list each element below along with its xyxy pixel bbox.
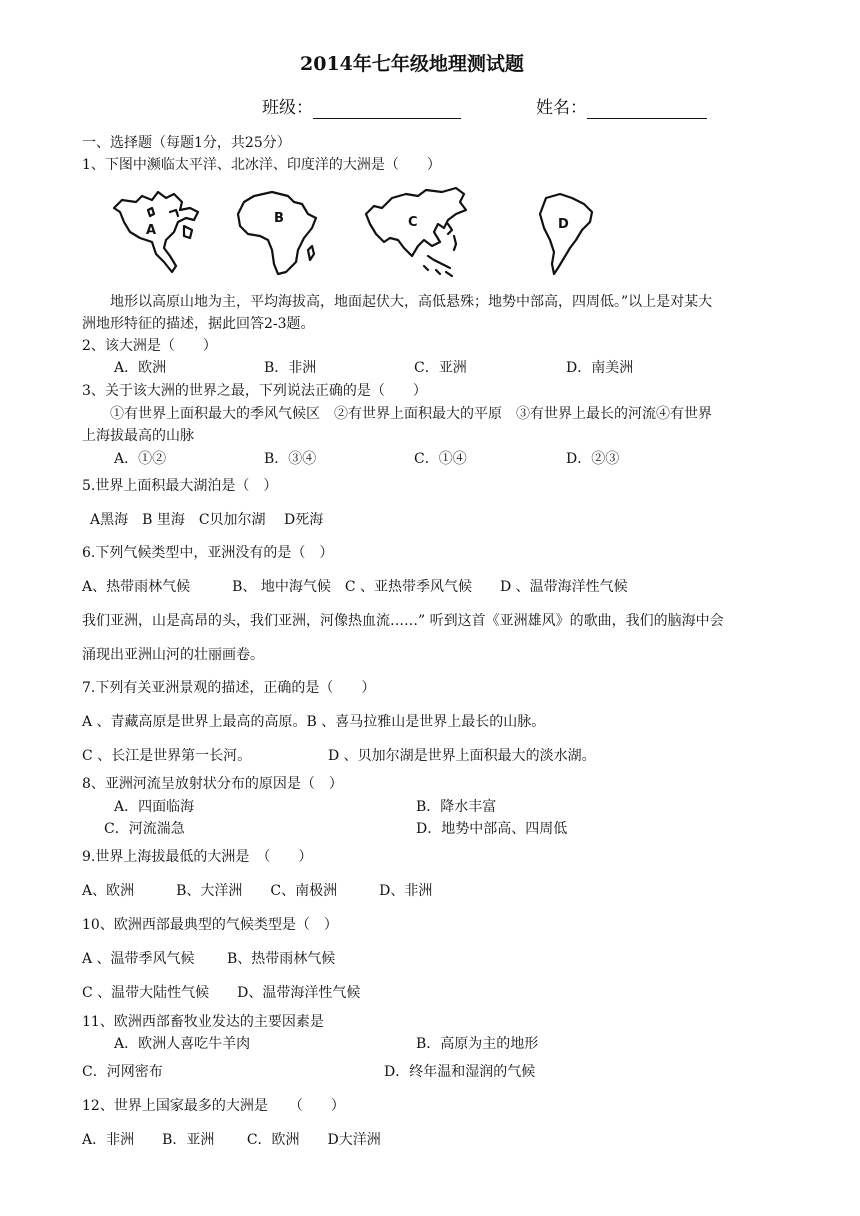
map-south-america: [536, 192, 600, 276]
q3-option-c: C．①④: [414, 451, 467, 467]
q3-option-b: B．③④: [264, 451, 317, 467]
passage-1-line-2: 洲地形特征的描述，据此回答2-3题。: [82, 316, 315, 332]
q6-options: A、热带雨林气候 B、 地中海气候 C 、亚热带季风气候 D 、温带海洋性气候: [82, 579, 628, 595]
q2-option-a: A．欧洲: [114, 360, 167, 376]
passage-2-line-2: 涌现出亚洲山河的壮丽画卷。: [82, 647, 264, 663]
q5-options: A黑海 B 里海 C贝加尔湖 D死海: [90, 512, 324, 528]
q3-option-a: A．①②: [114, 451, 167, 467]
question-1: 1、下图中濒临太平洋、北冰洋、印度洋的大洲是（ ）: [82, 157, 441, 173]
map-label-a: A: [146, 223, 157, 238]
question-2: 2、该大洲是（ ）: [82, 338, 217, 354]
q8-option-d: D．地势中部高、四周低: [416, 821, 568, 837]
q11-option-d: D．终年温和湿润的气候: [384, 1064, 536, 1080]
q9-options: A、欧洲 B、大洋洲 C、南极洲 D、非洲: [82, 883, 433, 899]
class-field: [262, 97, 461, 119]
map-label-d: D: [558, 217, 569, 232]
section-1-heading: 一、选择题（每题1分，共25分）: [82, 135, 291, 151]
q2-option-b: B．非洲: [264, 360, 317, 376]
map-africa: [232, 188, 324, 280]
q3-statements-line-1: ①有世界上面积最大的季风气候区 ②有世界上面积最大的平原 ③有世界上最长的河流④有世界: [110, 406, 712, 422]
q3-option-d: D．②③: [566, 451, 620, 467]
class-blank[interactable]: [313, 100, 461, 119]
q3-statements-line-2: 上海拔最高的山脉: [82, 428, 194, 444]
question-8: 8、亚洲河流呈放射状分布的原因是（ ）: [82, 776, 343, 792]
question-11: 11、欧洲西部畜牧业发达的主要因素是: [82, 1014, 324, 1030]
map-north-america: [108, 188, 212, 276]
q2-option-c: C．亚洲: [414, 360, 467, 376]
map-label-c: C: [408, 215, 418, 230]
class-label: 班级：: [262, 98, 313, 118]
q8-option-b: B．降水丰富: [416, 799, 497, 815]
question-10: 10、欧洲西部最典型的气候类型是（ ）: [82, 917, 338, 933]
q7-option-c: C 、长江是世界第一长河。: [82, 748, 252, 764]
question-5: 5.世界上面积最大湖泊是（ ）: [82, 478, 278, 494]
page-title: 2014年七年级地理测试题: [300, 53, 524, 75]
q11-option-a: A．欧洲人喜吃牛羊肉: [114, 1036, 251, 1052]
q7-options-ab: A 、青藏高原是世界上最高的高原。B 、喜马拉雅山是世界上最长的山脉。: [82, 714, 546, 730]
name-field: [536, 97, 707, 119]
question-7: 7.下列有关亚洲景观的描述，正确的是（ ）: [82, 680, 376, 696]
q10-options-cd: C 、温带大陆性气候 D、温带海洋性气候: [82, 985, 361, 1001]
question-6: 6.下列气候类型中，亚洲没有的是（ ）: [82, 545, 334, 561]
question-9: 9.世界上海拔最低的大洲是 （ ）: [82, 849, 313, 865]
q12-options: A．非洲 B．亚洲 C．欧洲 D大洋洲: [82, 1132, 381, 1148]
name-blank[interactable]: [587, 100, 707, 119]
q8-option-c: C．河流湍急: [104, 821, 185, 837]
q11-option-b: B．高原为主的地形: [416, 1036, 539, 1052]
q11-option-c: C．河网密布: [82, 1064, 163, 1080]
q8-option-a: A．四面临海: [114, 799, 195, 815]
passage-1-line-1: 地形以高原山地为主，平均海拔高，地面起伏大，高低悬殊；地势中部高，四周低。”以上是对某大: [110, 294, 713, 310]
map-label-b: B: [274, 211, 284, 226]
q2-option-d: D．南美洲: [566, 360, 634, 376]
map-asia: [362, 184, 470, 280]
question-12: 12、世界上国家最多的大洲是 （ ）: [82, 1098, 345, 1114]
passage-2-line-1: 我们亚洲，山是高昂的头，我们亚洲，河像热血流……” 听到这首《亚洲雄风》的歌曲，我们的脑海中会: [82, 613, 724, 629]
name-label: 姓名：: [536, 98, 587, 118]
q10-options-ab: A 、温带季风气候 B、热带雨林气候: [82, 951, 336, 967]
question-3: 3、关于该大洲的世界之最，下列说法正确的是（ ）: [82, 383, 427, 399]
q7-option-d: D 、贝加尔湖是世界上面积最大的淡水湖。: [328, 748, 596, 764]
